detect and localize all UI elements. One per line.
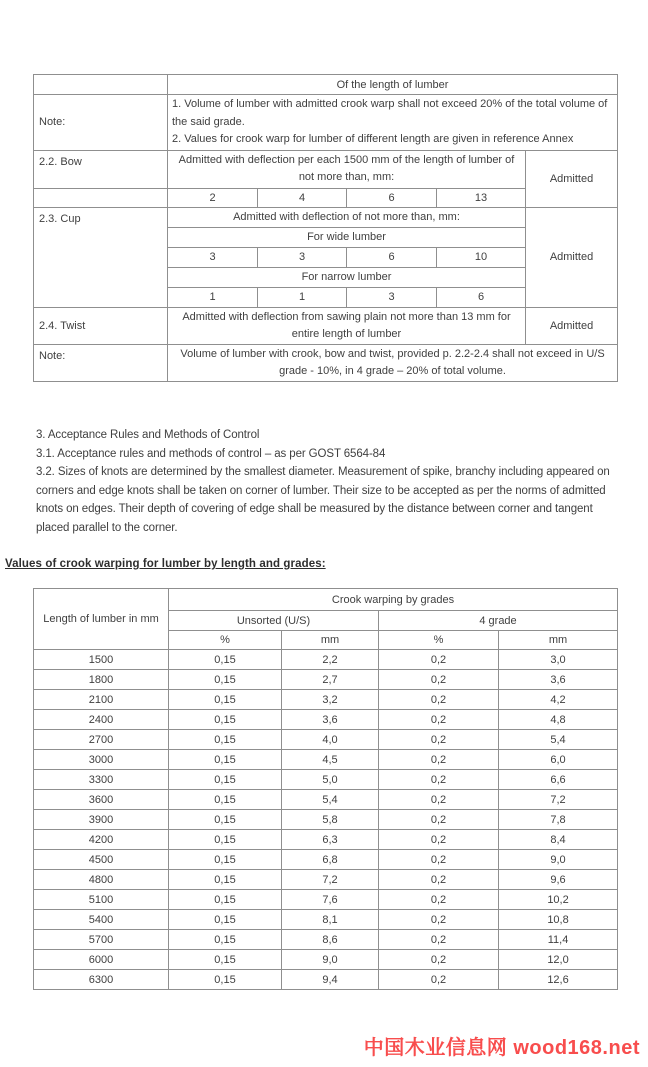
table-title-cell: Crook warping by grades bbox=[169, 589, 618, 611]
table-cell: 0,15 bbox=[169, 870, 282, 890]
paragraph: 3.1. Acceptance rules and methods of control – as per GOST 6564-84 bbox=[36, 447, 386, 460]
table-row bbox=[34, 207, 618, 227]
table-cell: 3,2 bbox=[282, 690, 379, 710]
table-cell: 0,2 bbox=[379, 970, 499, 990]
table-cell: 5,0 bbox=[282, 770, 379, 790]
table-row bbox=[34, 950, 618, 970]
table-row bbox=[34, 770, 618, 790]
table-cell: 0,15 bbox=[169, 810, 282, 830]
unit-header-cell: % bbox=[379, 631, 499, 650]
unit-header-cell: mm bbox=[499, 631, 618, 650]
table-cell: 8,1 bbox=[282, 910, 379, 930]
table-cell: 6,3 bbox=[282, 830, 379, 850]
table-cell: 7,2 bbox=[282, 870, 379, 890]
table-cell: 10,2 bbox=[499, 890, 618, 910]
table-cell: 0,2 bbox=[379, 810, 499, 830]
empty-cell bbox=[34, 188, 168, 207]
table-cell: 4500 bbox=[34, 850, 169, 870]
table-cell: 3600 bbox=[34, 790, 169, 810]
table-cell: 0,15 bbox=[169, 890, 282, 910]
table-cell: 1800 bbox=[34, 670, 169, 690]
table-cell: 0,15 bbox=[169, 670, 282, 690]
table-row bbox=[34, 810, 618, 830]
table-cell: 5700 bbox=[34, 930, 169, 950]
table-cell: 0,2 bbox=[379, 830, 499, 850]
bow-label-cell: 2.2. Bow bbox=[34, 150, 168, 188]
table-row bbox=[34, 670, 618, 690]
table-cell: 4200 bbox=[34, 830, 169, 850]
table-cell: 6000 bbox=[34, 950, 169, 970]
table-row bbox=[34, 790, 618, 810]
table-cell: 0,15 bbox=[169, 910, 282, 930]
table-cell: 6,0 bbox=[499, 750, 618, 770]
table-row bbox=[34, 690, 618, 710]
unit-header-cell: % bbox=[169, 631, 282, 650]
site-watermark: 中国木业信息网 wood168.net bbox=[363, 1037, 640, 1059]
table-cell: 1 bbox=[168, 287, 258, 307]
table-cell: 9,6 bbox=[499, 870, 618, 890]
table-cell: 0,2 bbox=[379, 750, 499, 770]
table-cell: 4,5 bbox=[282, 750, 379, 770]
table-cell: 13 bbox=[437, 188, 526, 207]
table-cell: 0,15 bbox=[169, 970, 282, 990]
paragraph: 3.2. Sizes of knots are determined by the smallest diameter. Measurement of spike, branchy including appeared on corners and edge knots shall be taken on corner of lumber. Their size to be accepted as per the norms of admitted knots on edges. Their depth of covering of edge shall be measured by the distance between corner and tangent placed parallel to the corner. bbox=[36, 466, 610, 534]
table-cell: 5100 bbox=[34, 890, 169, 910]
table-cell: 0,15 bbox=[169, 830, 282, 850]
table-cell: 0,15 bbox=[169, 650, 282, 670]
table-row bbox=[34, 850, 618, 870]
twist-label-cell: 2.4. Twist bbox=[34, 307, 168, 344]
grade4-header-cell: 4 grade bbox=[379, 611, 618, 631]
table-cell: 0,2 bbox=[379, 930, 499, 950]
note-line: 1. Volume of lumber with admitted crook warp shall not exceed 20% of the total volume of the said grade. bbox=[172, 98, 608, 128]
table-cell: 0,2 bbox=[379, 770, 499, 790]
table-row bbox=[34, 870, 618, 890]
table-cell: 2,7 bbox=[282, 670, 379, 690]
table-cell: 6 bbox=[437, 287, 526, 307]
note-line: 2. Values for crook warp for lumber of different length are given in reference Annex bbox=[172, 133, 574, 145]
table-cell: 10,8 bbox=[499, 910, 618, 930]
table-cell: 8,4 bbox=[499, 830, 618, 850]
table-cell: 2,2 bbox=[282, 650, 379, 670]
table-cell: 0,15 bbox=[169, 750, 282, 770]
table-cell: 6,6 bbox=[499, 770, 618, 790]
table-cell: 4,8 bbox=[499, 710, 618, 730]
table-cell: 6 bbox=[347, 188, 437, 207]
crook-values-body bbox=[34, 650, 618, 990]
table-row bbox=[34, 589, 618, 611]
table-row bbox=[34, 830, 618, 850]
table-cell: 4,2 bbox=[499, 690, 618, 710]
note-label-cell: Note: bbox=[34, 344, 168, 381]
table-cell: 0,2 bbox=[379, 790, 499, 810]
table-cell: 0,2 bbox=[379, 950, 499, 970]
table-cell: 5,4 bbox=[282, 790, 379, 810]
twist-desc-cell: Admitted with deflection from sawing plain not more than 13 mm for entire length of lumber bbox=[168, 307, 526, 344]
table-cell: 2 bbox=[168, 188, 258, 207]
table-cell: 2700 bbox=[34, 730, 169, 750]
unsorted-grade-header-cell: Unsorted (U/S) bbox=[169, 611, 379, 631]
table-cell: 0,15 bbox=[169, 770, 282, 790]
table-cell: 6,8 bbox=[282, 850, 379, 870]
table-cell: 0,2 bbox=[379, 910, 499, 930]
table-cell: 4,0 bbox=[282, 730, 379, 750]
table-cell: 3 bbox=[168, 247, 258, 267]
empty-cell bbox=[34, 75, 168, 95]
table-cell: 5,8 bbox=[282, 810, 379, 830]
cup-wide-header-cell: For wide lumber bbox=[168, 227, 526, 247]
table-cell: 0,2 bbox=[379, 850, 499, 870]
table-cell: 0,2 bbox=[379, 730, 499, 750]
twist-admitted-cell: Admitted bbox=[526, 307, 618, 344]
table-cell: 0,2 bbox=[379, 690, 499, 710]
top-header-cell: Of the length of lumber bbox=[168, 75, 618, 95]
table-cell: 4800 bbox=[34, 870, 169, 890]
table-cell: 0,2 bbox=[379, 870, 499, 890]
table-cell: 3,6 bbox=[282, 710, 379, 730]
cup-label-cell: 2.3. Cup bbox=[34, 207, 168, 307]
table-cell: 3300 bbox=[34, 770, 169, 790]
admitted-defects-table bbox=[33, 74, 618, 382]
note-text-cell bbox=[168, 95, 618, 151]
acceptance-rules-section bbox=[36, 426, 616, 537]
table-cell: 0,2 bbox=[379, 670, 499, 690]
table-cell: 3 bbox=[258, 247, 347, 267]
bow-desc-cell: Admitted with deflection per each 1500 mm of the length of lumber of not more than, mm: bbox=[168, 150, 526, 188]
table-cell: 2400 bbox=[34, 710, 169, 730]
table-cell: 3,0 bbox=[499, 650, 618, 670]
table-row bbox=[34, 730, 618, 750]
table-cell: 6300 bbox=[34, 970, 169, 990]
length-header-cell: Length of lumber in mm bbox=[34, 589, 169, 650]
table-cell: 8,6 bbox=[282, 930, 379, 950]
paragraph-heading: 3. Acceptance Rules and Methods of Control bbox=[36, 429, 260, 441]
table-cell: 0,15 bbox=[169, 710, 282, 730]
table-cell: 7,6 bbox=[282, 890, 379, 910]
table-cell: 9,0 bbox=[282, 950, 379, 970]
table-row bbox=[34, 344, 618, 381]
table-cell: 3,6 bbox=[499, 670, 618, 690]
table-cell: 5400 bbox=[34, 910, 169, 930]
table-row bbox=[34, 710, 618, 730]
table-cell: 1 bbox=[258, 287, 347, 307]
table-cell: 1500 bbox=[34, 650, 169, 670]
table-row bbox=[34, 910, 618, 930]
table-cell: 7,8 bbox=[499, 810, 618, 830]
table-row bbox=[34, 750, 618, 770]
table-cell: 9,0 bbox=[499, 850, 618, 870]
table-cell: 0,2 bbox=[379, 650, 499, 670]
table-cell: 0,15 bbox=[169, 790, 282, 810]
table-cell: 0,2 bbox=[379, 890, 499, 910]
table-cell: 0,15 bbox=[169, 950, 282, 970]
table-cell: 10 bbox=[437, 247, 526, 267]
cup-admitted-cell: Admitted bbox=[526, 207, 618, 307]
values-section-heading: Values of crook warping for lumber by length and grades: bbox=[5, 558, 326, 570]
table-cell: 2100 bbox=[34, 690, 169, 710]
table-cell: 12,6 bbox=[499, 970, 618, 990]
table-cell: 3000 bbox=[34, 750, 169, 770]
table-cell: 0,15 bbox=[169, 850, 282, 870]
table-row bbox=[34, 95, 618, 151]
table-cell: 0,15 bbox=[169, 730, 282, 750]
unit-header-cell: mm bbox=[282, 631, 379, 650]
table-cell: 3900 bbox=[34, 810, 169, 830]
table-row bbox=[34, 150, 618, 188]
table-cell: 5,4 bbox=[499, 730, 618, 750]
table-cell: 0,15 bbox=[169, 930, 282, 950]
cup-desc-cell: Admitted with deflection of not more than, mm: bbox=[168, 207, 526, 227]
table-cell: 0,15 bbox=[169, 690, 282, 710]
crook-warping-values-table bbox=[33, 588, 618, 990]
table-row bbox=[34, 307, 618, 344]
table-cell: 6 bbox=[347, 247, 437, 267]
table-row bbox=[34, 970, 618, 990]
table-header bbox=[34, 589, 618, 650]
table-cell: 7,2 bbox=[499, 790, 618, 810]
table-row bbox=[34, 890, 618, 910]
table-row bbox=[34, 650, 618, 670]
table-cell: 4 bbox=[258, 188, 347, 207]
cup-narrow-header-cell: For narrow lumber bbox=[168, 267, 526, 287]
table-cell: 3 bbox=[347, 287, 437, 307]
table-row bbox=[34, 930, 618, 950]
note-label-cell: Note: bbox=[34, 95, 168, 151]
bow-admitted-cell: Admitted bbox=[526, 150, 618, 207]
table-cell: 0,2 bbox=[379, 710, 499, 730]
table-row bbox=[34, 75, 618, 95]
table-cell: 9,4 bbox=[282, 970, 379, 990]
table-cell: 11,4 bbox=[499, 930, 618, 950]
note-text-cell: Volume of lumber with crook, bow and twist, provided p. 2.2-2.4 shall not exceed in U/S grade - 10%, in 4 grade – 20% of total volume. bbox=[168, 344, 618, 381]
table-cell: 12,0 bbox=[499, 950, 618, 970]
